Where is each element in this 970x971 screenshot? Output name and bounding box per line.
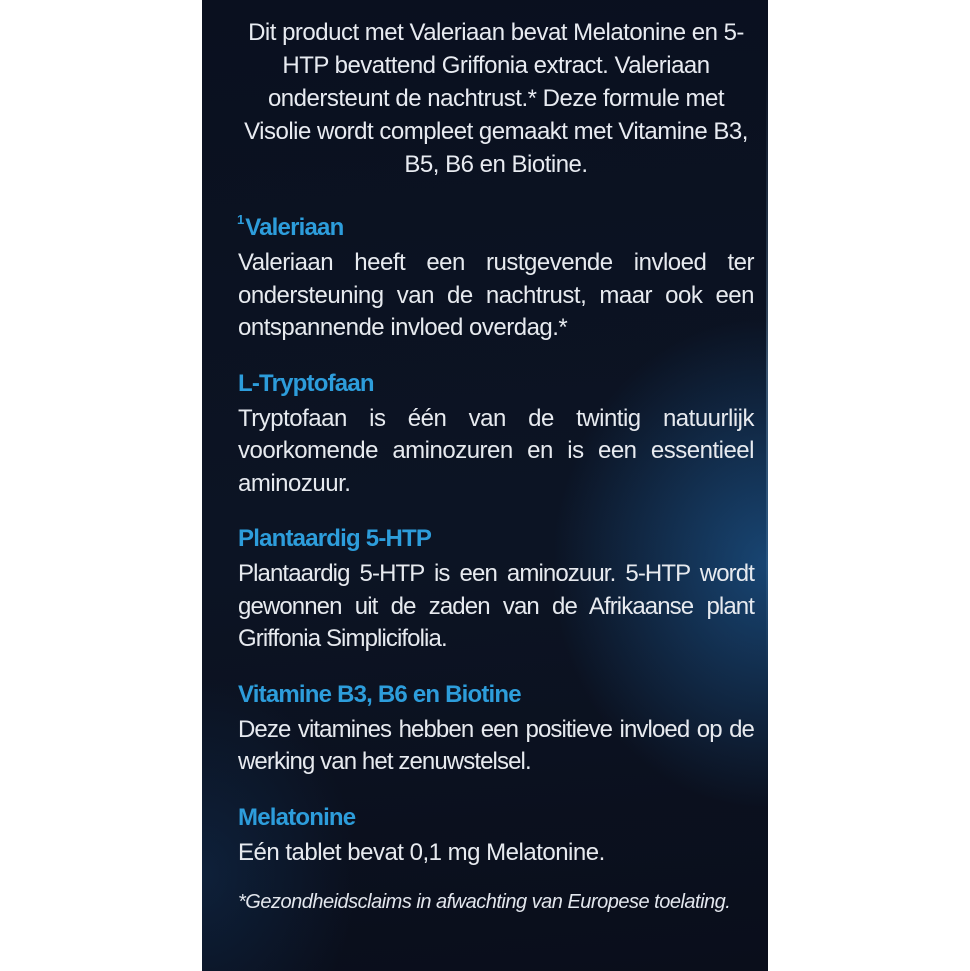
section-heading-l-tryptofaan: L-Tryptofaan: [238, 369, 374, 397]
section-l-tryptofaan: [238, 367, 754, 501]
section-valeriaan: [238, 211, 754, 345]
section-heading-plantaardig-5-htp: Plantaardig 5-HTP: [238, 525, 432, 552]
footnote-ref-superscript: 1: [237, 212, 245, 227]
intro-paragraph: Dit product met Valeriaan bevat Melatonine en 5-HTP bevattend Griffonia extract. Valeriaan ondersteunt de nachtrust.* Deze formule met Visolie wordt compleet gemaakt met Vitamine B3, B5, B6 en Biotine.: [244, 19, 748, 178]
section-body: Valeriaan heeft een rustgevende invloed ter ondersteuning van de nachtrust, maar ook een ontspannende invloed overdag.*: [238, 249, 754, 341]
section-body: Tryptofaan is één van de twintig natuurlijk voorkomende aminozuren en is een essentieel aminozuur.: [238, 404, 754, 497]
section-heading-vitamine-b: Vitamine B3, B6 en Biotine: [238, 680, 521, 708]
section-plantaardig-5-htp: [238, 522, 754, 656]
footnote: *Gezondheidsclaims in afwachting van Europese toelating.: [238, 891, 731, 913]
section-body: Deze vitamines hebben een positieve invloed op de werking van het zenuwstelsel.: [238, 715, 754, 775]
supplement-label-panel: [202, 0, 768, 971]
section-vitamine-b: [238, 678, 754, 779]
section-heading-text: Valeriaan: [245, 214, 344, 241]
section-body: Eén tablet bevat 0,1 mg Melatonine.: [238, 838, 605, 866]
section-body: Plantaardig 5-HTP is een aminozuur. 5-HTP wordt gewonnen uit de zaden van de Afrikaanse plant Griffonia Simplicifolia.: [238, 560, 754, 652]
section-melatonine: [238, 801, 754, 870]
section-heading-melatonine: Melatonine: [238, 803, 356, 831]
section-heading-valeriaan: [238, 211, 754, 244]
